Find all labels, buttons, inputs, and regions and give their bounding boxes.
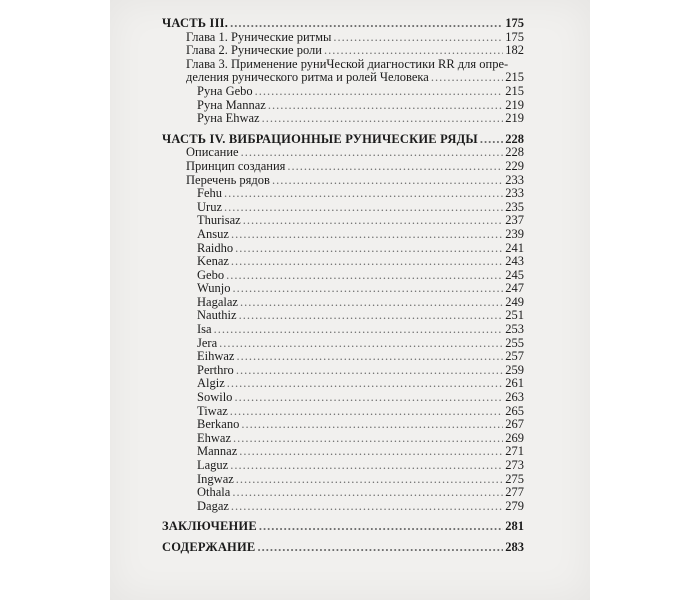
- toc-rune-item[interactable]: [162, 282, 524, 296]
- toc-rune-item[interactable]: [162, 473, 524, 487]
- toc-page-number: 249: [505, 294, 524, 309]
- toc-item-label: Isa: [197, 322, 212, 337]
- toc-item-label: Mannaz: [197, 444, 238, 459]
- toc-page-number: 257: [505, 349, 524, 364]
- toc-rune-item[interactable]: [162, 350, 524, 364]
- toc-item-label: Глава 1. Рунические ритмы: [186, 29, 332, 44]
- table-of-contents: [162, 17, 524, 555]
- toc-item-label: Laguz: [197, 458, 229, 472]
- toc-subitem[interactable]: [162, 85, 524, 99]
- toc-item-label: Wunjo: [197, 281, 231, 296]
- toc-part-title: СОДЕРЖАНИЕ: [162, 539, 256, 554]
- leader-dots: [324, 44, 503, 58]
- toc-item-label: Перечень рядов: [186, 172, 270, 187]
- toc-page-number: 261: [505, 376, 524, 391]
- toc-item-label: Ingwaz: [197, 471, 234, 486]
- toc-page-number: 182: [505, 43, 524, 58]
- toc-item-label: Gebo: [197, 267, 225, 282]
- leader-dots: [257, 541, 503, 555]
- toc-item-label: Руна Mannaz: [197, 97, 266, 112]
- toc-page-number: 233: [505, 186, 524, 201]
- toc-page-number: 219: [505, 97, 524, 112]
- leader-dots: [236, 473, 503, 487]
- leader-dots: [232, 486, 503, 500]
- toc-page-number: 233: [505, 172, 524, 187]
- toc-page-number: 267: [505, 417, 524, 432]
- leader-dots: [241, 418, 503, 432]
- toc-item-label: Глава 2. Рунические роли: [186, 43, 322, 58]
- toc-item-label: Описание: [186, 145, 239, 160]
- toc-item-label: Othala: [197, 485, 231, 500]
- toc-page-number: 243: [505, 254, 524, 269]
- leader-dots: [239, 309, 504, 323]
- toc-item-chapter-3[interactable]: [162, 58, 524, 85]
- rune-list: [162, 187, 524, 513]
- toc-rune-item[interactable]: [162, 201, 524, 215]
- toc-page-number: 228: [505, 145, 524, 160]
- toc-page-number: 245: [505, 267, 524, 282]
- toc-rune-item[interactable]: [162, 269, 524, 283]
- toc-page-number: 279: [505, 498, 524, 513]
- toc-rune-item[interactable]: [162, 459, 524, 473]
- leader-dots: [230, 17, 503, 31]
- toc-page-number: 265: [505, 403, 524, 418]
- toc-rune-item[interactable]: [162, 418, 524, 432]
- toc-page-number: 175: [505, 29, 524, 44]
- toc-item-label: Jera: [197, 335, 218, 350]
- toc-item-label: Ansuz: [197, 226, 229, 241]
- toc-page-number: 259: [505, 362, 524, 377]
- toc-page-number: 251: [505, 308, 524, 323]
- leader-dots: [233, 282, 504, 296]
- toc-subitem[interactable]: [162, 112, 524, 126]
- toc-rune-item[interactable]: [162, 242, 524, 256]
- toc-subitem[interactable]: [162, 99, 524, 113]
- toc-page-number: 283: [505, 539, 524, 554]
- toc-part-title: ЧАСТЬ IV. ВИБРАЦИОННЫЕ РУНИЧЕСКИЕ РЯДЫ: [162, 131, 478, 146]
- toc-rune-item[interactable]: [162, 337, 524, 351]
- toc-rune-item[interactable]: [162, 391, 524, 405]
- leader-dots: [236, 364, 503, 378]
- toc-rune-item[interactable]: [162, 405, 524, 419]
- toc-item[interactable]: [162, 160, 524, 174]
- leader-dots: [235, 242, 503, 256]
- toc-item-label: Kenaz: [197, 254, 229, 269]
- toc-page-number: 247: [505, 281, 524, 296]
- toc-item[interactable]: [162, 174, 524, 188]
- toc-item-label: Hagalaz: [197, 294, 238, 309]
- leader-dots: [272, 174, 503, 188]
- leader-dots: [236, 350, 503, 364]
- toc-item-label-line1: Глава 3. Применение руниЧеской диагностики RR для опре-: [186, 56, 509, 71]
- toc-item-label: Ehwaz: [197, 430, 232, 445]
- toc-item-label: Sowilo: [197, 390, 233, 405]
- toc-page-number: 219: [505, 111, 524, 126]
- toc-page-number: 277: [505, 485, 524, 500]
- leader-dots: [230, 459, 503, 473]
- toc-page-number: 271: [505, 444, 524, 459]
- toc-item-label: Thurisaz: [197, 213, 241, 228]
- leader-dots: [255, 85, 504, 99]
- toc-rune-item[interactable]: [162, 187, 524, 201]
- toc-page-number: 229: [505, 158, 524, 173]
- toc-rune-item[interactable]: [162, 296, 524, 310]
- toc-rune-item[interactable]: [162, 500, 524, 514]
- leader-dots: [243, 214, 504, 228]
- toc-rune-item[interactable]: [162, 228, 524, 242]
- toc-item-label: Berkano: [197, 417, 240, 432]
- toc-page-number: 241: [505, 240, 524, 255]
- leader-dots: [333, 31, 503, 45]
- leader-dots: [231, 228, 503, 242]
- leader-dots: [227, 377, 503, 391]
- leader-dots: [480, 133, 503, 147]
- toc-page-number: 215: [505, 83, 524, 98]
- leader-dots: [214, 323, 504, 337]
- toc-page-number: 215: [505, 70, 524, 85]
- leader-dots: [219, 337, 503, 351]
- toc-rune-item[interactable]: [162, 445, 524, 459]
- toc-part-title: ЗАКЛЮЧЕНИЕ: [162, 519, 257, 534]
- toc-item-label: Uruz: [197, 199, 222, 214]
- leader-dots: [268, 99, 503, 113]
- leader-dots: [224, 201, 503, 215]
- toc-item-label: Algiz: [197, 376, 225, 391]
- toc-rune-item[interactable]: [162, 255, 524, 269]
- toc-page-number: 269: [505, 430, 524, 445]
- toc-item-label-line2: деления рунического ритма и ролей Человека: [186, 70, 429, 85]
- toc-item-label: Raidho: [197, 240, 234, 255]
- toc-item-label: Perthro: [197, 362, 234, 377]
- toc-part-3[interactable]: [162, 17, 524, 31]
- toc-item-label: Руна Ehwaz: [197, 111, 260, 126]
- toc-page-number: 253: [505, 322, 524, 337]
- toc-item-label: Tiwaz: [197, 403, 228, 418]
- leader-dots: [231, 500, 503, 514]
- toc-rune-item[interactable]: [162, 364, 524, 378]
- toc-page-number: 235: [505, 199, 524, 214]
- leader-dots: [240, 296, 503, 310]
- leader-dots: [239, 445, 503, 459]
- toc-rune-item[interactable]: [162, 486, 524, 500]
- toc-item[interactable]: [162, 31, 524, 45]
- toc-item[interactable]: [162, 44, 524, 58]
- toc-page-number: 228: [505, 131, 524, 146]
- toc-page-number: 273: [505, 458, 524, 472]
- toc-conclusion[interactable]: [162, 520, 524, 534]
- toc-page-number: 281: [505, 519, 524, 534]
- toc-page-number: 237: [505, 213, 524, 228]
- leader-dots: [262, 112, 504, 126]
- toc-rune-item[interactable]: [162, 309, 524, 323]
- toc-item-label: Dagaz: [197, 498, 229, 513]
- toc-rune-item[interactable]: [162, 323, 524, 337]
- toc-item[interactable]: [162, 146, 524, 160]
- toc-rune-item[interactable]: [162, 214, 524, 228]
- leader-dots: [224, 187, 503, 201]
- toc-page-number: 175: [505, 16, 524, 30]
- toc-part-4[interactable]: [162, 133, 524, 147]
- leader-dots: [230, 405, 503, 419]
- leader-dots: [233, 432, 503, 446]
- toc-rune-item[interactable]: [162, 432, 524, 446]
- toc-page-number: 275: [505, 471, 524, 486]
- leader-dots: [287, 160, 503, 174]
- toc-contents[interactable]: [162, 541, 524, 555]
- leader-dots: [231, 255, 503, 269]
- toc-rune-item[interactable]: [162, 377, 524, 391]
- toc-page-number: 263: [505, 390, 524, 405]
- toc-page-number: 255: [505, 335, 524, 350]
- leader-dots: [241, 146, 504, 160]
- toc-item-label: Руна Gebo: [197, 83, 253, 98]
- toc-item-label: Fehu: [197, 186, 222, 201]
- toc-part-title: ЧАСТЬ III.: [162, 16, 229, 30]
- leader-dots: [431, 71, 503, 85]
- toc-page-number: 239: [505, 226, 524, 241]
- toc-item-label: Nauthiz: [197, 308, 237, 323]
- toc-item-label: Принцип создания: [186, 158, 286, 173]
- leader-dots: [226, 269, 503, 283]
- leader-dots: [234, 391, 503, 405]
- leader-dots: [259, 520, 503, 534]
- toc-item-label: Eihwaz: [197, 349, 235, 364]
